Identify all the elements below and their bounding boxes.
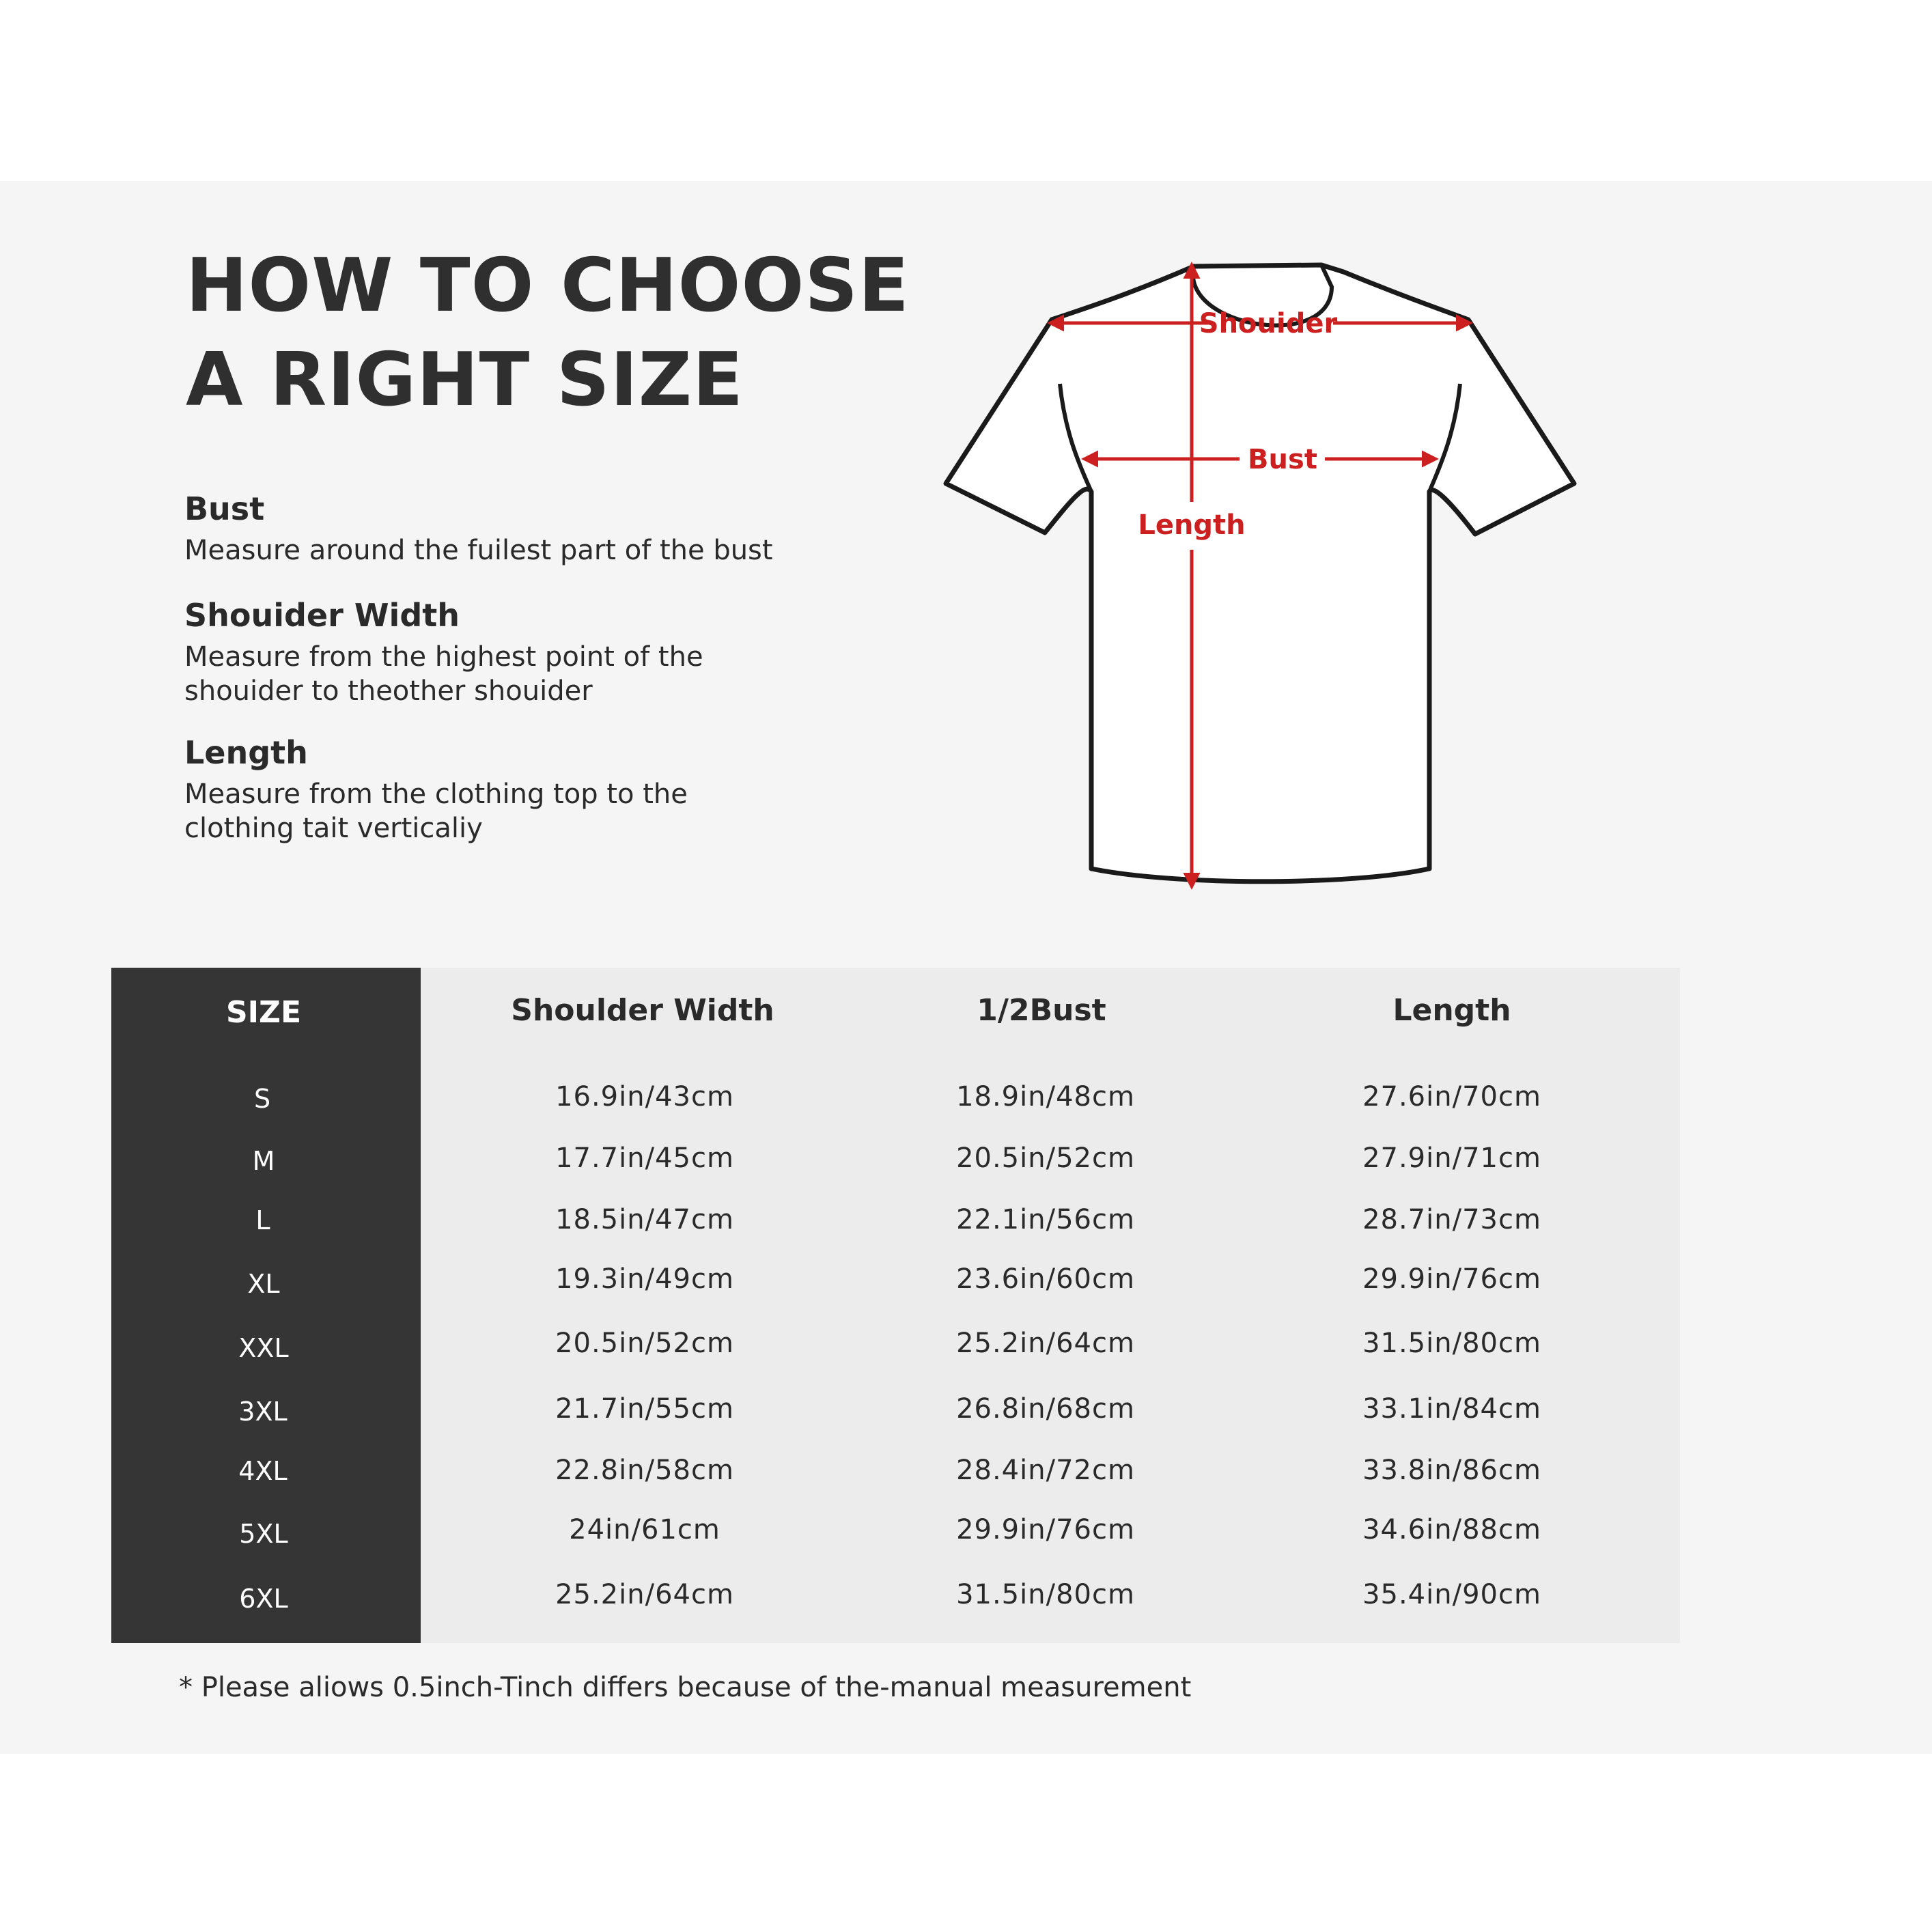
guide-bust-text [184, 533, 936, 568]
shoulder-width-cell: 22.8in/58cm [555, 1455, 734, 1486]
guide-shoulder-heading: Shouider Width [184, 597, 460, 634]
guide-length-text-line-1: Measure from the clothing top to the [184, 779, 688, 810]
size-cell: L [255, 1205, 270, 1235]
measurement-footnote: * Please aliows 0.5inch-Tinch differs because of the-manual measurement [179, 1672, 1192, 1703]
guide-bust-heading: Bust [184, 490, 265, 527]
length-label: Length [1138, 509, 1246, 541]
guide-length [184, 732, 936, 845]
size-cell: 4XL [238, 1456, 288, 1486]
length-cell: 35.4in/90cm [1362, 1579, 1541, 1610]
shoulder-width-cell: 18.5in/47cm [555, 1204, 734, 1235]
length-cell: 33.1in/84cm [1362, 1393, 1541, 1425]
half-bust-cell: 22.1in/56cm [956, 1204, 1135, 1235]
title-line-2: A RIGHT SIZE [186, 337, 744, 423]
length-cell: 29.9in/76cm [1362, 1263, 1541, 1295]
shoulder-width-cell: 24in/61cm [569, 1514, 720, 1545]
shoulder-width-cell: 21.7in/55cm [555, 1393, 734, 1425]
length-cell: 33.8in/86cm [1362, 1455, 1541, 1486]
size-chart-table [111, 968, 1680, 1643]
guide-length-text-line-2: clothing tait verticaliy [184, 813, 483, 844]
size-cell: S [253, 1084, 271, 1114]
size-cell: 3XL [238, 1397, 288, 1427]
guide-length-text [184, 777, 936, 845]
table-header-half-bust: 1/2Bust [977, 993, 1106, 1028]
bust-label: Bust [1248, 444, 1317, 475]
half-bust-cell: 25.2in/64cm [956, 1328, 1135, 1359]
length-cell: 34.6in/88cm [1362, 1514, 1541, 1545]
shoulder-width-cell: 25.2in/64cm [555, 1579, 734, 1610]
length-cell: 27.6in/70cm [1362, 1081, 1541, 1112]
half-bust-cell: 31.5in/80cm [956, 1579, 1135, 1610]
shoulder-width-cell: 17.7in/45cm [555, 1143, 734, 1174]
size-cell: 6XL [239, 1584, 288, 1614]
guide-shoulder-text [184, 640, 936, 708]
title-line-1: HOW TO CHOOSE [186, 243, 910, 328]
half-bust-cell: 29.9in/76cm [956, 1514, 1135, 1545]
length-cell: 31.5in/80cm [1362, 1328, 1541, 1359]
length-cell: 27.9in/71cm [1362, 1143, 1541, 1174]
half-bust-cell: 18.9in/48cm [956, 1081, 1135, 1112]
page-title [186, 239, 910, 428]
table-header-length: Length [1392, 993, 1511, 1028]
guide-bust-text-line-1: Measure around the fuilest part of the bust [184, 535, 773, 566]
guide-length-heading: Length [184, 734, 308, 771]
table-header-size: SIZE [225, 995, 302, 1030]
size-cell: XL [247, 1269, 280, 1299]
guide-shoulder-text-line-1: Measure from the highest point of the [184, 641, 703, 673]
shoulder-width-cell: 19.3in/49cm [555, 1263, 734, 1295]
shoulder-width-cell: 16.9in/43cm [555, 1081, 734, 1112]
size-cell: M [252, 1146, 275, 1176]
size-cell: 5XL [239, 1519, 288, 1549]
shoulder-width-cell: 20.5in/52cm [555, 1328, 734, 1359]
half-bust-cell: 26.8in/68cm [956, 1393, 1135, 1425]
shoulder-label: Shouider [1199, 308, 1338, 339]
length-cell: 28.7in/73cm [1362, 1204, 1541, 1235]
tshirt-diagram [936, 253, 1591, 895]
size-cell: XXL [238, 1333, 289, 1363]
half-bust-cell: 23.6in/60cm [956, 1263, 1135, 1295]
half-bust-cell: 28.4in/72cm [956, 1455, 1135, 1486]
guide-shoulder-text-line-2: shouider to theother shouider [184, 675, 593, 707]
half-bust-cell: 20.5in/52cm [956, 1143, 1135, 1174]
tshirt-outline [946, 265, 1574, 882]
guide-bust [184, 488, 936, 568]
guide-shoulder-width [184, 595, 936, 708]
table-header-shoulder-width: Shoulder Width [511, 993, 774, 1028]
